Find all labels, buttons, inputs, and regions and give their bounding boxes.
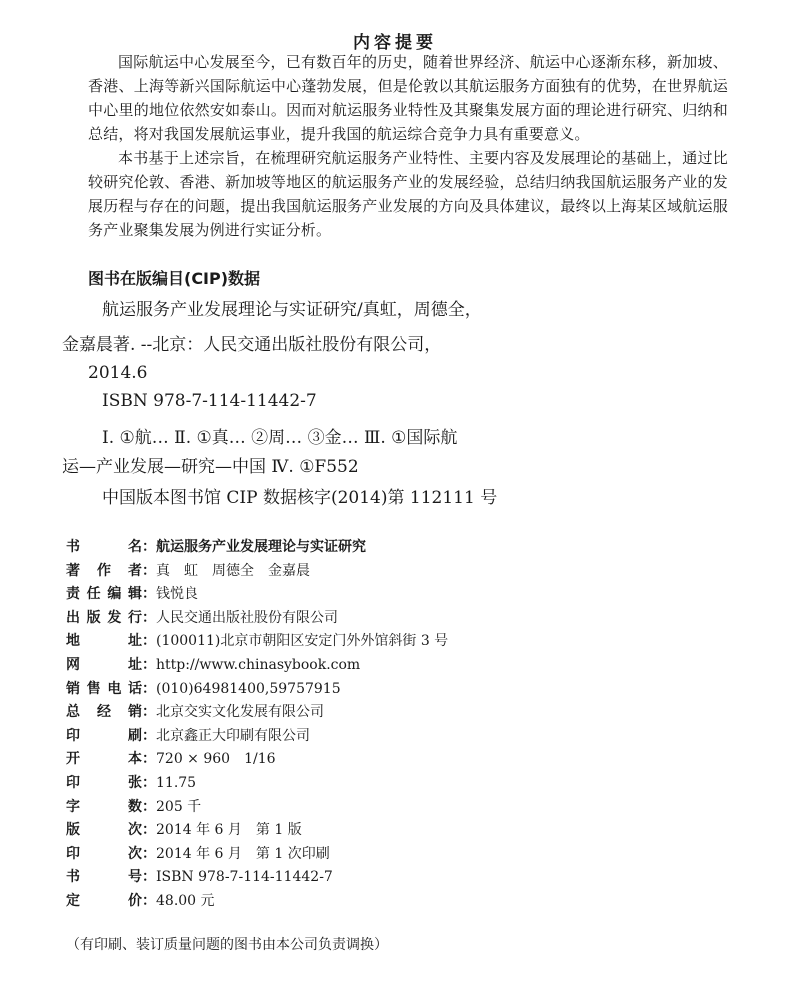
colophon-row [66, 654, 360, 676]
colophon-row [66, 748, 276, 770]
colophon-colon: ： [142, 704, 156, 721]
colophon-label: 著作者 [66, 562, 142, 579]
colophon-value: 钱悦良 [156, 586, 198, 603]
colophon-value: (010)64981400,59757915 [156, 680, 341, 697]
colophon-label: 印张 [66, 775, 142, 791]
colophon-colon: ： [142, 798, 156, 815]
colophon-label: 书名 [66, 539, 142, 555]
cip-classification: Ⅰ. ①航… Ⅱ. ①真… ②周… ③金… Ⅲ. ①国际航 [102, 428, 458, 448]
colophon-value: http://www.chinasybook.com [156, 657, 361, 673]
colophon-row [66, 536, 366, 558]
colophon-row [66, 843, 330, 865]
quality-notice: （有印刷、装订质量问题的图书由本公司负责调换） [66, 937, 388, 953]
colophon-colon: ： [142, 562, 156, 579]
colophon-value: 北京交实文化发展有限公司 [156, 704, 324, 721]
colophon-label: 总经销 [66, 704, 142, 721]
cip-classification: 运—产业发展—研究—中国 Ⅳ. ①F552 [62, 457, 359, 477]
colophon-colon: ： [142, 822, 156, 839]
cip-title-line: 航运服务产业发展理论与实证研究/真虹，周德全， [102, 300, 482, 320]
colophon-row [66, 678, 341, 700]
abstract-paragraph: 本书基于上述宗旨，在梳理研究航运服务产业特性、主要内容及发展理论的基础上，通过比较研究伦敦、香港、新加坡等地区的航运服务产业的发展经验，总结归纳我国航运服务产业的发展历程与存在的问题，提出我国航运服务产业发展的方向及具体建议，最终以上海某区域航运服务产业聚集发展为例进行实证分析。 [88, 149, 728, 239]
colophon-label: 地址 [66, 633, 142, 650]
abstract-paragraph: 国际航运中心发展至今，已有数百年的历史，随着世界经济、航运中心逐渐东移，新加坡、香港、上海等新兴国际航运中心蓬勃发展，但是伦敦以其航运服务方面独有的优势，在世界航运中心里的地位依然安如泰山。因而对航运服务业特性及其聚集发展方面的理论进行研究、归纳和总结，将对我国发展航运事业，提升我国的航运综合竞争力具有重要意义。 [88, 53, 728, 143]
colophon-colon: ： [142, 586, 156, 603]
colophon-value: 205 千 [156, 798, 202, 815]
colophon-label: 销售电话 [66, 680, 142, 697]
colophon-value: 48.00 元 [156, 893, 215, 909]
cip-title-line: 金嘉晨著. --北京：人民交通出版社股份有限公司， [62, 335, 442, 355]
colophon-label: 出版发行 [66, 609, 142, 626]
colophon-colon: ： [142, 609, 156, 626]
colophon-label: 网址 [66, 657, 142, 673]
colophon-value: ISBN 978-7-114-11442-7 [156, 869, 333, 886]
colophon-row [66, 725, 310, 747]
colophon-label: 版次 [66, 822, 142, 839]
colophon-row [66, 866, 333, 888]
cip-year: 2014.6 [88, 363, 148, 383]
colophon-colon: ： [142, 775, 156, 791]
colophon-value: 11.75 [156, 775, 197, 791]
cip-record-number: 中国版本图书馆 CIP 数据核字(2014)第 112111 号 [102, 488, 498, 508]
colophon-colon: ： [142, 751, 156, 768]
colophon-colon: ： [142, 680, 156, 697]
colophon-colon: ： [142, 893, 156, 909]
colophon-value: 航运服务产业发展理论与实证研究 [156, 539, 366, 555]
colophon-label: 开本 [66, 751, 142, 768]
colophon-colon: ： [142, 845, 156, 862]
colophon-label: 字数 [66, 798, 142, 815]
colophon-row [66, 796, 201, 818]
colophon-colon: ： [142, 727, 156, 744]
colophon-row [66, 583, 198, 605]
colophon-value: 2014 年 6 月 第 1 版 [156, 822, 302, 839]
colophon-colon: ： [142, 657, 156, 673]
colophon-value: 人民交通出版社股份有限公司 [156, 609, 338, 626]
colophon-value: (100011)北京市朝阳区安定门外外馆斜街 3 号 [156, 633, 449, 650]
colophon-value: 北京鑫正大印刷有限公司 [156, 727, 310, 744]
colophon-label: 印次 [66, 845, 142, 862]
colophon-value: 720 × 960 1/16 [156, 751, 276, 768]
colophon-value: 真 虹 周德全 金嘉晨 [156, 562, 310, 579]
colophon-colon: ： [142, 869, 156, 886]
colophon-row [66, 607, 338, 629]
colophon-value: 2014 年 6 月 第 1 次印刷 [156, 845, 330, 862]
colophon-row [66, 701, 324, 723]
colophon-label: 书号 [66, 869, 142, 886]
colophon-label: 印刷 [66, 727, 142, 744]
colophon-row [66, 890, 215, 912]
colophon-row [66, 630, 448, 652]
colophon-label: 定价 [66, 893, 142, 909]
colophon-row [66, 560, 310, 582]
colophon-row [66, 819, 302, 841]
cip-isbn: ISBN 978-7-114-11442-7 [102, 391, 317, 411]
colophon-colon: ： [142, 539, 156, 555]
colophon-colon: ： [142, 633, 156, 650]
colophon-label: 责任编辑 [66, 586, 142, 603]
cip-heading: 图书在版编目(CIP)数据 [88, 269, 261, 288]
colophon-row [66, 772, 196, 794]
abstract-heading: 内容提要 [353, 33, 437, 53]
